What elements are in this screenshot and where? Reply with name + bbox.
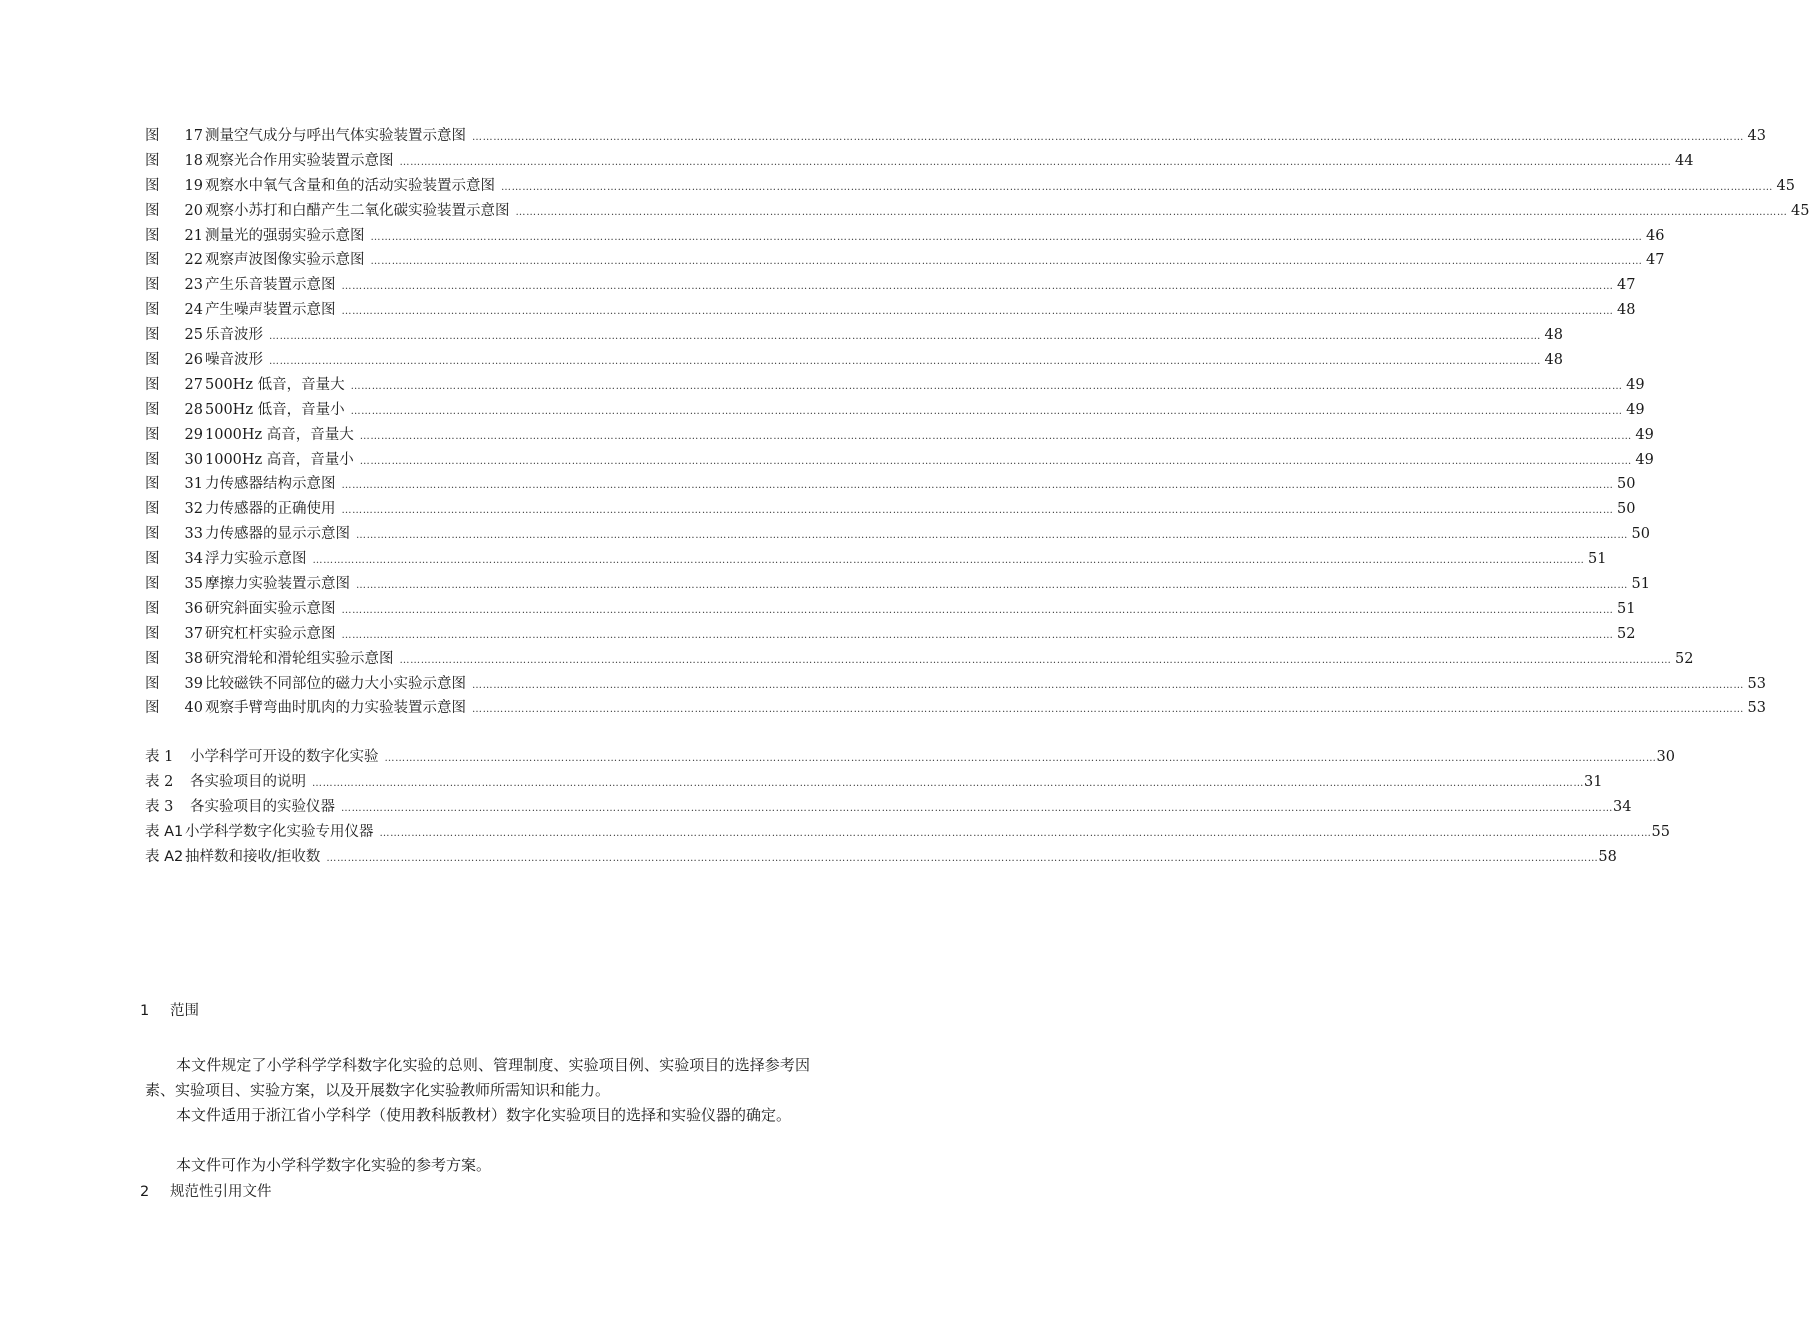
figure-label (145, 124, 205, 149)
figure-number: 26 (184, 352, 203, 369)
figure-title: 观察光合作用实验装置示意图 (205, 152, 394, 169)
table-entry (145, 745, 1675, 770)
figure-entry (145, 572, 1650, 597)
figure-entry (145, 298, 1636, 323)
figure-entry (145, 199, 1810, 224)
figure-label (145, 622, 205, 647)
page-number: 53 (1747, 700, 1766, 717)
figure-entry (145, 497, 1636, 522)
figure-title: 观察小苏打和白醋产生二氧化碳实验装置示意图 (205, 202, 510, 219)
figure-label-word: 图 (145, 426, 160, 443)
paragraph: 本文件可作为小学科学数字化实验的参考方案。 (176, 1156, 492, 1174)
table-label: 表 A2 (145, 848, 184, 865)
figure-label-word: 图 (145, 352, 160, 369)
figure-label (145, 298, 205, 323)
figure-entry (145, 174, 1795, 199)
dot-leader: ……………………………………………………………………………………………………………………………………………………………………………………………………………………………………………………………………………………………………………………………… (384, 753, 1657, 765)
section-number: 2 (140, 1184, 150, 1200)
figure-entry (145, 522, 1650, 547)
figure-title: 1000Hz 高音，音量小 (205, 451, 354, 468)
page-number: 52 (1617, 625, 1636, 642)
dot-leader: ……………………………………………………………………………………………………………………………………………………………………………………………………………………………………………………………………………………………………………………………… (515, 206, 1788, 218)
figure-label (145, 572, 205, 597)
page-number: 48 (1617, 302, 1636, 319)
figure-label (145, 647, 205, 672)
figure-number: 27 (184, 376, 203, 393)
figure-number: 20 (184, 202, 203, 219)
figure-number: 23 (184, 277, 203, 294)
page-number: 31 (1584, 774, 1603, 791)
figure-label (145, 597, 205, 622)
figure-title: 测量空气成分与呼出气体实验装置示意图 (205, 128, 466, 144)
page-number: 55 (1651, 824, 1670, 841)
figure-title: 乐音波形 (205, 327, 263, 344)
dot-leader: ……………………………………………………………………………………………………………………………………………………………………………………………………………………………………………………………………………………………………………………………… (399, 654, 1672, 666)
table-entry (145, 795, 1632, 820)
page-number: 49 (1626, 376, 1645, 393)
figure-number: 22 (184, 252, 203, 269)
figure-label (145, 423, 205, 448)
figure-label (145, 472, 205, 497)
figure-entry (145, 647, 1694, 672)
page-number: 51 (1631, 576, 1650, 593)
figure-number: 33 (184, 526, 203, 543)
dot-leader: ……………………………………………………………………………………………………………………………………………………………………………………………………………………………………………………………………………………………………………………………… (356, 530, 1628, 542)
page-number: 50 (1631, 526, 1650, 543)
figure-entry (145, 622, 1636, 647)
page-number: 49 (1635, 451, 1654, 468)
dot-leader: ……………………………………………………………………………………………………………………………………………………………………………………………………………………………………………………………………………………………………………………………… (269, 331, 1541, 343)
figure-number: 38 (184, 650, 203, 667)
figure-number: 36 (184, 600, 203, 617)
figure-label (145, 174, 205, 199)
page-number: 51 (1588, 551, 1607, 568)
list-gap (145, 721, 793, 745)
figure-number: 21 (184, 227, 203, 244)
figure-entry (145, 696, 1766, 721)
figure-number: 25 (184, 327, 203, 344)
figure-number: 37 (184, 625, 203, 642)
figure-entry (145, 248, 1665, 273)
dot-leader: ……………………………………………………………………………………………………………………………………………………………………………………………………………………………………………………………………………………………………………………………… (359, 430, 1632, 442)
figure-label-word: 图 (145, 302, 160, 319)
figure-label-word: 图 (145, 600, 160, 617)
section-title: 范围 (170, 1003, 199, 1019)
section-title: 规范性引用文件 (170, 1184, 272, 1200)
figure-label (145, 448, 205, 473)
figure-entry (145, 448, 1654, 473)
figure-number: 19 (184, 177, 203, 194)
page-number: 45 (1776, 177, 1795, 194)
dot-leader: ……………………………………………………………………………………………………………………………………………………………………………………………………………………………………………………………………………………………………………………………… (501, 181, 1773, 193)
page-number: 48 (1544, 327, 1563, 344)
page-number: 53 (1747, 675, 1766, 692)
page-number: 50 (1617, 476, 1636, 493)
figure-title: 研究杠杆实验示意图 (205, 625, 336, 642)
dot-leader: ……………………………………………………………………………………………………………………………………………………………………………………………………………………………………………………………………………………………………………………………… (350, 405, 1623, 417)
figure-entry (145, 124, 1766, 149)
figure-title: 观察水中氧气含量和鱼的活动实验装置示意图 (205, 177, 495, 194)
section-1-heading (140, 999, 199, 1020)
figure-number: 35 (184, 576, 203, 593)
figure-title: 500Hz 低音，音量小 (205, 401, 345, 418)
page-number: 52 (1675, 650, 1694, 667)
figure-label (145, 398, 205, 423)
dot-leader: ……………………………………………………………………………………………………………………………………………………………………………………………………………………………………………………………………………………………………………………………… (399, 156, 1672, 168)
table-label: 表 1 (145, 749, 174, 766)
figure-number: 31 (184, 476, 203, 493)
paragraph: 本文件规定了小学科学学科数字化实验的总则、管理制度、实验项目例、实验项目的选择参考因素、实验项目、实验方案，以及开展数字化实验教师所需知识和能力。 (145, 1056, 810, 1099)
figure-label-word: 图 (145, 501, 160, 518)
table-entry (145, 770, 1603, 795)
figure-entry (145, 348, 1563, 373)
dot-leader: ……………………………………………………………………………………………………………………………………………………………………………………………………………………………………………………………………………………………………………………………… (359, 455, 1632, 467)
figure-entry (145, 472, 1636, 497)
dot-leader: ……………………………………………………………………………………………………………………………………………………………………………………………………………………………………………………………………………………………………………………………… (370, 256, 1643, 268)
dot-leader: ……………………………………………………………………………………………………………………………………………………………………………………………………………………………………………………………………………………………………………………………… (350, 380, 1623, 392)
dot-leader: ……………………………………………………………………………………………………………………………………………………………………………………………………………………………………………………………………………………………………………………………… (341, 480, 1614, 492)
figure-label (145, 248, 205, 273)
page-number: 43 (1747, 128, 1766, 144)
page-number: 50 (1617, 501, 1636, 518)
dot-leader: ……………………………………………………………………………………………………………………………………………………………………………………………………………………………………………………………………………………………………………………………… (341, 803, 1613, 815)
figure-label (145, 149, 205, 174)
figure-number: 17 (184, 128, 203, 144)
figure-label-word: 图 (145, 476, 160, 493)
table-entry (145, 845, 1617, 870)
figure-label-word: 图 (145, 152, 160, 169)
figure-title: 产生乐音装置示意图 (205, 277, 336, 294)
figure-number: 39 (184, 675, 203, 692)
figure-label-word: 图 (145, 675, 160, 692)
page-number: 34 (1613, 799, 1632, 816)
dot-leader: ……………………………………………………………………………………………………………………………………………………………………………………………………………………………………………………………………………………………………………………………… (341, 629, 1614, 641)
figure-label-word: 图 (145, 576, 160, 593)
figure-list (145, 124, 1810, 721)
figure-title: 摩擦力实验装置示意图 (205, 576, 350, 593)
figure-title: 测量光的强弱实验示意图 (205, 227, 365, 244)
figure-title: 观察声波图像实验示意图 (205, 252, 365, 269)
page-number: 47 (1617, 277, 1636, 294)
page-number: 45 (1791, 202, 1810, 219)
page-number: 46 (1646, 227, 1665, 244)
figure-label-word: 图 (145, 625, 160, 642)
section-2-heading (140, 1180, 272, 1201)
page-number: 44 (1675, 152, 1694, 169)
figure-title: 力传感器结构示意图 (205, 476, 336, 493)
dot-leader: ……………………………………………………………………………………………………………………………………………………………………………………………………………………………………………………………………………………………………………………………… (379, 828, 1652, 840)
figure-number: 28 (184, 401, 203, 418)
figure-label-word: 图 (145, 650, 160, 667)
figure-entry (145, 373, 1645, 398)
page-number: 51 (1617, 600, 1636, 617)
dot-leader: ……………………………………………………………………………………………………………………………………………………………………………………………………………………………………………………………………………………………………………………………… (370, 231, 1643, 243)
dot-leader: ……………………………………………………………………………………………………………………………………………………………………………………………………………………………………………………………………………………………………………………………… (356, 580, 1628, 592)
dot-leader: ……………………………………………………………………………………………………………………………………………………………………………………………………………………………………………………………………………………………………………………………… (341, 306, 1614, 318)
figure-title: 1000Hz 高音，音量大 (205, 426, 354, 443)
dot-leader: ……………………………………………………………………………………………………………………………………………………………………………………………………………………………………………………………………………………………………………………………… (326, 852, 1599, 864)
figure-label (145, 696, 205, 721)
list-of-figures-and-tables (145, 124, 1810, 870)
page-number: 47 (1646, 252, 1665, 269)
figure-label-word: 图 (145, 551, 160, 568)
figure-title: 力传感器的正确使用 (205, 501, 336, 518)
figure-label-word: 图 (145, 700, 160, 717)
figure-title: 力传感器的显示示意图 (205, 526, 350, 543)
figure-label-word: 图 (145, 252, 160, 269)
figure-title: 研究斜面实验示意图 (205, 600, 336, 617)
figure-label (145, 497, 205, 522)
figure-label (145, 199, 205, 224)
figure-title: 浮力实验示意图 (205, 551, 307, 568)
figure-label-word: 图 (145, 401, 160, 418)
figure-label-word: 图 (145, 277, 160, 294)
figure-number: 24 (184, 302, 203, 319)
dot-leader: ……………………………………………………………………………………………………………………………………………………………………………………………………………………………………………………………………………………………………………………………… (341, 505, 1614, 517)
paragraph: 本文件适用于浙江省小学科学（使用教科版教材）数字化实验项目的选择和实验仪器的确定。 (176, 1106, 792, 1124)
figure-entry (145, 224, 1665, 249)
figure-label (145, 323, 205, 348)
section-number: 1 (140, 1003, 150, 1019)
figure-title: 比较磁铁不同部位的磁力大小实验示意图 (205, 675, 466, 692)
figure-label-word: 图 (145, 526, 160, 543)
figure-title: 观察手臂弯曲时肌肉的力实验装置示意图 (205, 700, 466, 717)
figure-label-word: 图 (145, 327, 160, 344)
table-label: 表 2 (145, 774, 174, 791)
figure-number: 18 (184, 152, 203, 169)
figure-title: 500Hz 低音，音量大 (205, 376, 345, 393)
figure-entry (145, 423, 1654, 448)
dot-leader: ……………………………………………………………………………………………………………………………………………………………………………………………………………………………………………………………………………………………………………………………… (312, 778, 1584, 790)
figure-label-word: 图 (145, 177, 160, 194)
page-number: 49 (1626, 401, 1645, 418)
dot-leader: ……………………………………………………………………………………………………………………………………………………………………………………………………………………………………………………………………………………………………………………………… (341, 281, 1614, 293)
figure-label-word: 图 (145, 376, 160, 393)
figure-label-word: 图 (145, 227, 160, 244)
figure-label-word: 图 (145, 128, 160, 144)
dot-leader: ……………………………………………………………………………………………………………………………………………………………………………………………………………………………………………………………………………………………………………………………… (312, 555, 1585, 567)
page-number: 58 (1598, 848, 1617, 865)
figure-number: 32 (184, 501, 203, 518)
table-title: 小学科学数字化实验专用仪器 (185, 824, 374, 841)
figure-entry (145, 672, 1766, 697)
figure-entry (145, 323, 1563, 348)
dot-leader: ……………………………………………………………………………………………………………………………………………………………………………………………………………………………………………………………………………………………………………………………… (269, 356, 1541, 368)
figure-label-word: 图 (145, 202, 160, 219)
table-label: 表 3 (145, 799, 174, 816)
dot-leader: ……………………………………………………………………………………………………………………………………………………………………………………………………………………………………………………………………………………………………………………………… (472, 704, 1744, 716)
table-title: 小学科学可开设的数字化实验 (190, 749, 379, 766)
figure-entry (145, 273, 1636, 298)
page-number: 49 (1635, 426, 1654, 443)
figure-number: 40 (184, 700, 203, 717)
figure-label (145, 373, 205, 398)
table-list (145, 745, 1675, 869)
figure-label (145, 672, 205, 697)
figure-entry (145, 398, 1645, 423)
figure-label (145, 273, 205, 298)
table-title: 各实验项目的说明 (190, 774, 306, 791)
figure-label (145, 224, 205, 249)
dot-leader: ……………………………………………………………………………………………………………………………………………………………………………………………………………………………………………………………………………………………………………………………… (341, 604, 1614, 616)
figure-entry (145, 597, 1636, 622)
figure-title: 产生噪声装置示意图 (205, 302, 336, 319)
table-entry (145, 820, 1670, 845)
figure-label (145, 522, 205, 547)
figure-number: 29 (184, 426, 203, 443)
figure-title: 噪音波形 (205, 352, 263, 369)
dot-leader: ……………………………………………………………………………………………………………………………………………………………………………………………………………………………………………………………………………………………………………………………… (472, 132, 1744, 143)
figure-entry (145, 547, 1607, 572)
dot-leader: ……………………………………………………………………………………………………………………………………………………………………………………………………………………………………………………………………………………………………………………………… (472, 679, 1744, 691)
figure-entry (145, 149, 1694, 174)
figure-label-word: 图 (145, 451, 160, 468)
figure-label (145, 547, 205, 572)
page-number: 30 (1656, 749, 1675, 766)
table-title: 抽样数和接收/拒收数 (185, 848, 321, 865)
figure-title: 研究滑轮和滑轮组实验示意图 (205, 650, 394, 667)
figure-label (145, 348, 205, 373)
table-label: 表 A1 (145, 824, 184, 841)
figure-number: 34 (184, 551, 203, 568)
page-number: 48 (1544, 352, 1563, 369)
table-title: 各实验项目的实验仪器 (190, 799, 335, 816)
figure-number: 30 (184, 451, 203, 468)
